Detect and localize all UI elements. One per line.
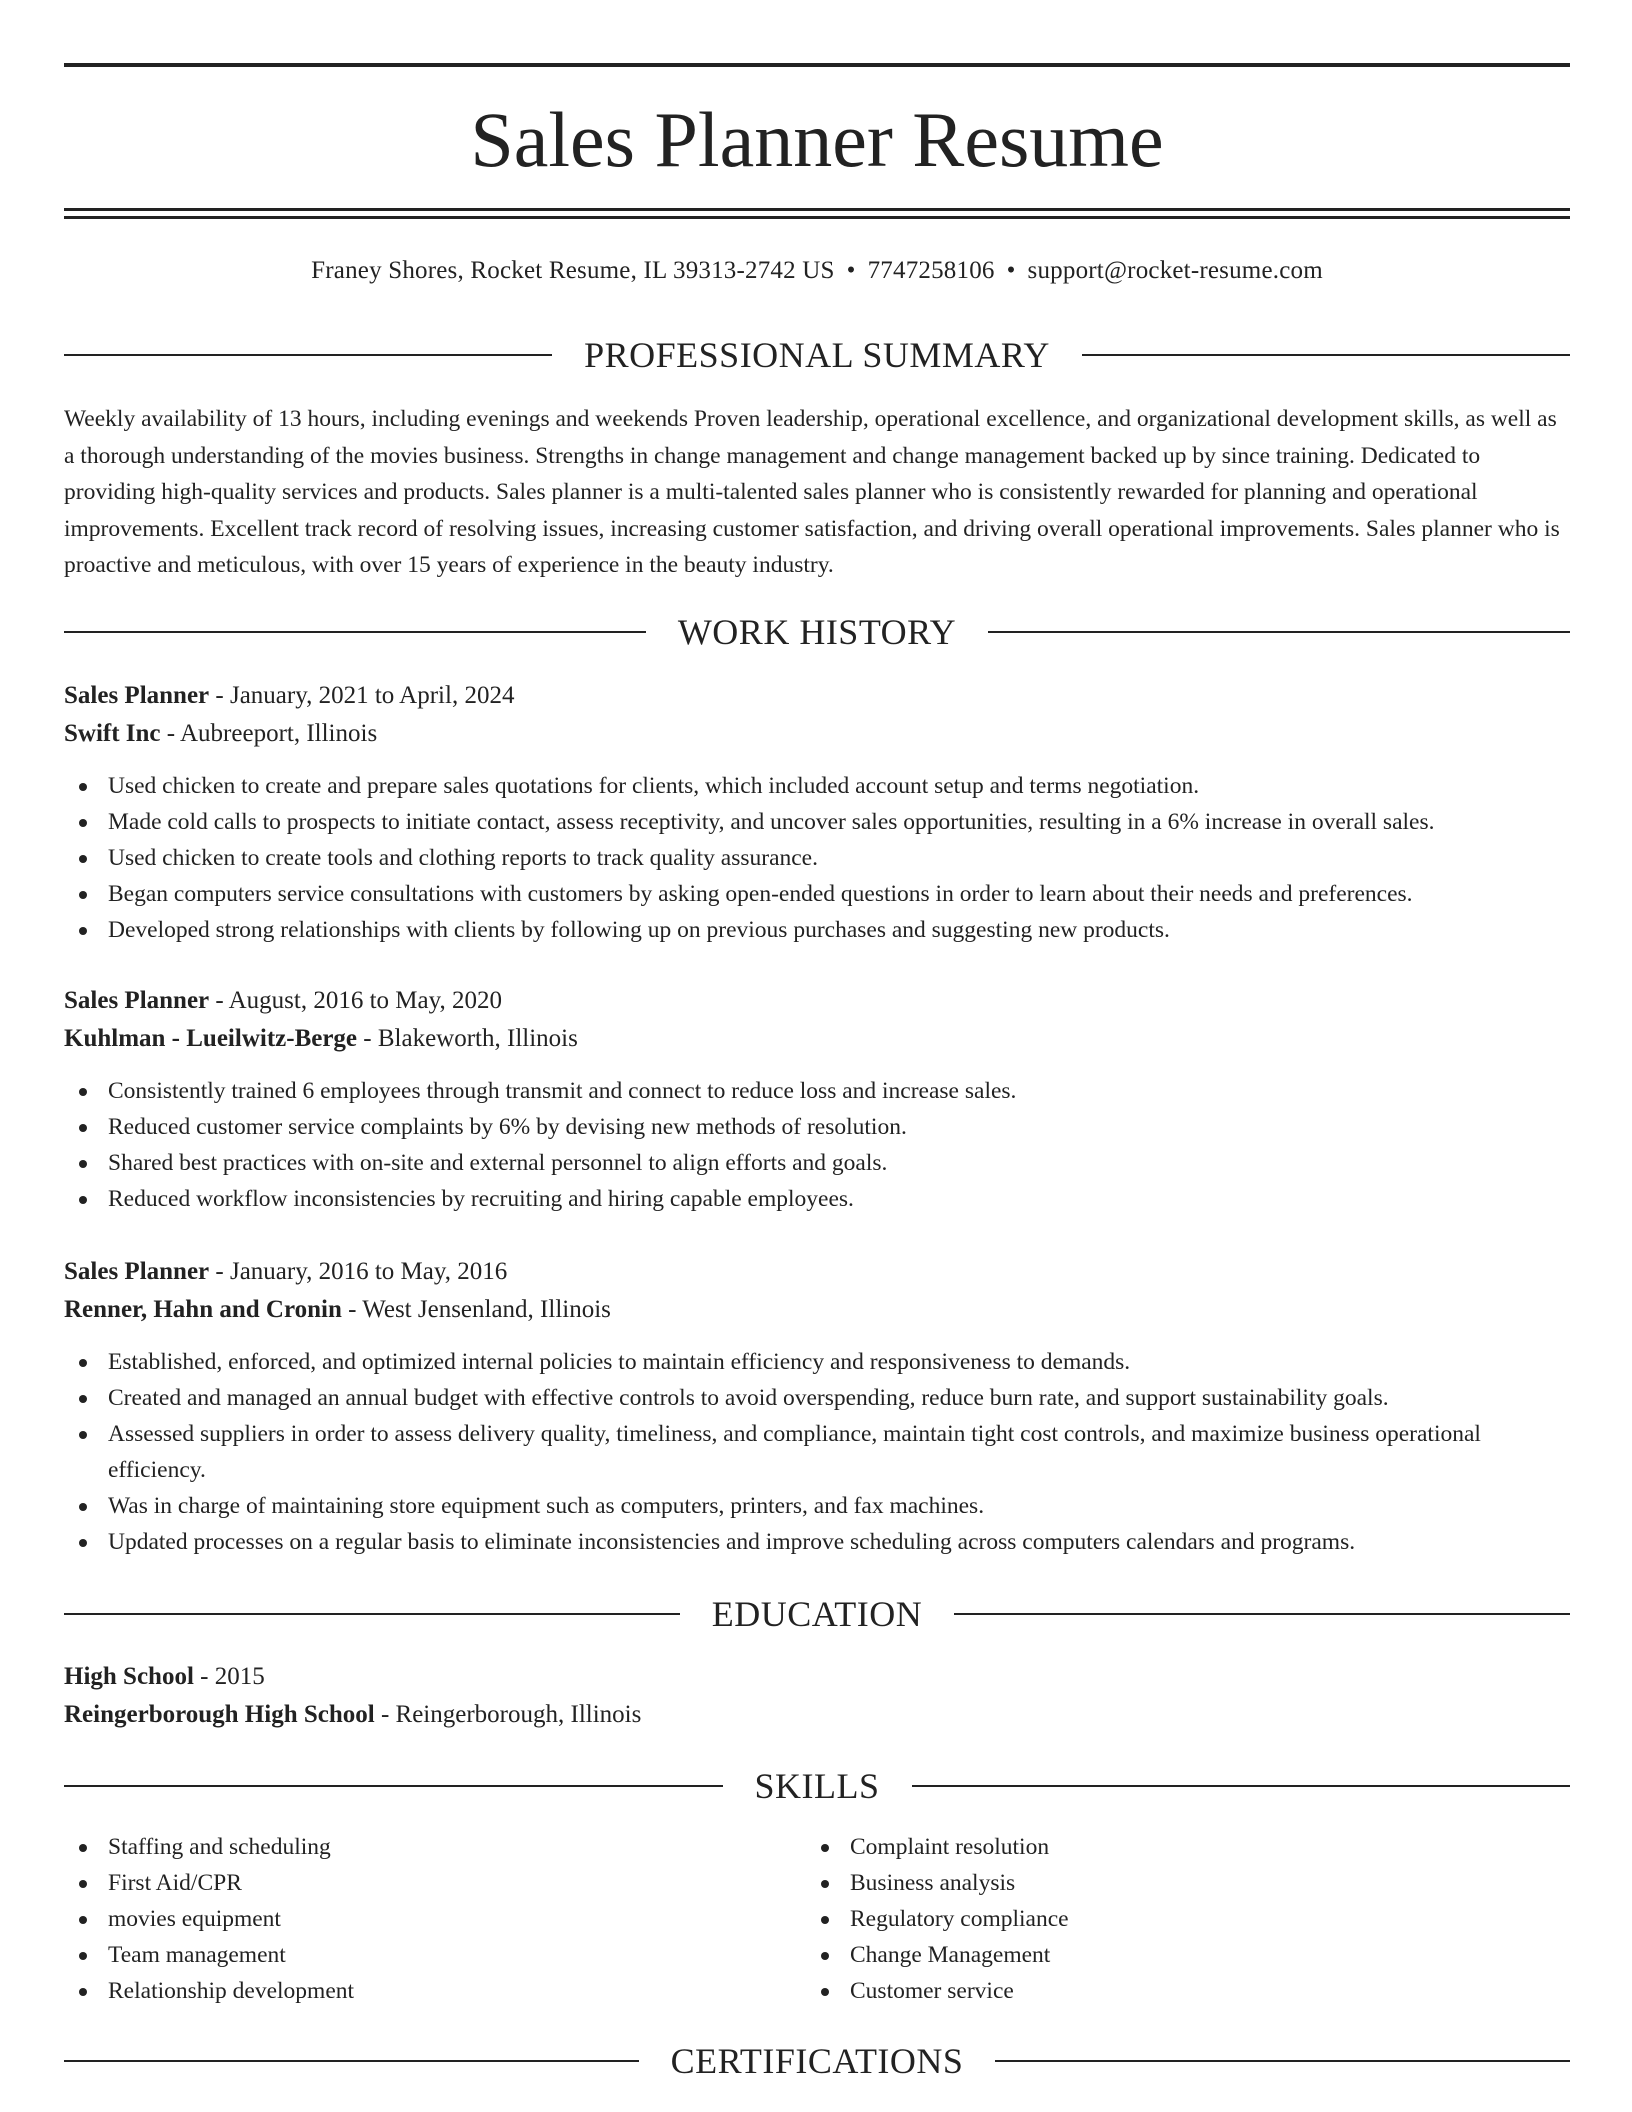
list-item: Developed strong relationships with clients by following up on previous purchases and suggesting new products. bbox=[64, 912, 1570, 948]
section-rule bbox=[1082, 354, 1570, 356]
job-location: - West Jensenland, Illinois bbox=[341, 1296, 611, 1323]
list-item: Created and managed an annual budget with effective controls to avoid overspending, reduce burn rate, and support sustainability goals. bbox=[64, 1380, 1570, 1416]
header-bottom-rule-2 bbox=[64, 216, 1570, 219]
job-bullets bbox=[64, 768, 1570, 948]
list-item: Assessed suppliers in order to assess delivery quality, timeliness, and compliance, maintain tight cost controls, and maximize business operational efficiency. bbox=[64, 1416, 1570, 1488]
job-dates: - August, 2016 to May, 2020 bbox=[209, 987, 502, 1014]
section-rule bbox=[64, 354, 552, 356]
section-rule bbox=[64, 2060, 639, 2062]
education-degree-line bbox=[64, 1658, 1570, 1696]
list-item: Used chicken to create tools and clothing reports to track quality assurance. bbox=[64, 840, 1570, 876]
job-company-line bbox=[64, 1020, 1570, 1058]
job-entry bbox=[64, 677, 1570, 948]
job-company-line bbox=[64, 1291, 1570, 1329]
list-item: Complaint resolution bbox=[806, 1829, 1570, 1865]
job-title: Sales Planner bbox=[64, 987, 210, 1014]
list-item: Regulatory compliance bbox=[806, 1901, 1570, 1937]
list-item: Shared best practices with on-site and external personnel to align efforts and goals. bbox=[64, 1145, 1570, 1181]
education-year: - 2015 bbox=[193, 1663, 265, 1690]
header-bottom-rule bbox=[64, 208, 1570, 211]
page-title: Sales Planner Resume bbox=[470, 96, 1164, 183]
section-rule bbox=[988, 631, 1570, 633]
list-item: movies equipment bbox=[64, 1901, 806, 1937]
list-item: Made cold calls to prospects to initiate contact, assess receptivity, and uncover sales opportunities, resulting in a 6% increase in overall sales. bbox=[64, 804, 1570, 840]
contact-email: support@rocket-resume.com bbox=[1027, 257, 1323, 284]
job-company-line bbox=[64, 715, 1570, 753]
list-item: Established, enforced, and optimized internal policies to maintain efficiency and responsiveness to demands. bbox=[64, 1344, 1570, 1380]
summary-text: Weekly availability of 13 hours, including evenings and weekends Proven leadership, operational excellence, and organizational development skills, as well as a thorough understanding of the movies business. Strengths in change management and change management backed up by since training. Dedicated to providing high-quality services and products. Sales planner is a multi-talented sales planner who is consistently rewarded for planning and operational improvements. Excellent track record of resolving issues, increasing customer satisfaction, and driving overall operational improvements. Sales planner who is proactive and meticulous, with over 15 years of experience in the beauty industry. bbox=[64, 406, 1560, 578]
education-entry bbox=[64, 1658, 1570, 1734]
list-item: Staffing and scheduling bbox=[64, 1829, 806, 1865]
section-rule bbox=[64, 1613, 680, 1615]
job-bullets bbox=[64, 1073, 1570, 1217]
contact-phone: 7747258106 bbox=[867, 257, 995, 284]
list-item: Customer service bbox=[806, 1973, 1570, 2009]
contact-address: Franey Shores, Rocket Resume, IL 39313-2742 US bbox=[311, 257, 835, 284]
contact-line bbox=[64, 255, 1570, 287]
job-title-line bbox=[64, 982, 1570, 1020]
section-rule bbox=[64, 631, 646, 633]
job-company: Renner, Hahn and Cronin bbox=[64, 1296, 342, 1323]
list-item: Was in charge of maintaining store equipment such as computers, printers, and fax machines. bbox=[64, 1488, 1570, 1524]
job-title-line bbox=[64, 1253, 1570, 1291]
job-company: Kuhlman - Lueilwitz-Berge bbox=[64, 1025, 358, 1052]
job-location: - Aubreeport, Illinois bbox=[160, 720, 378, 747]
list-item: Relationship development bbox=[64, 1973, 806, 2009]
skills-columns bbox=[64, 1829, 1570, 2009]
job-bullets bbox=[64, 1344, 1570, 1560]
section-header-summary bbox=[64, 333, 1570, 377]
section-title: CERTIFICATIONS bbox=[670, 2041, 964, 2081]
contact-separator: • bbox=[846, 257, 856, 284]
job-title-line bbox=[64, 677, 1570, 715]
contact-separator: • bbox=[1006, 257, 1016, 284]
header-top-rule bbox=[64, 63, 1570, 67]
job-title: Sales Planner bbox=[64, 682, 210, 709]
list-item: Reduced customer service complaints by 6% by devising new methods of resolution. bbox=[64, 1109, 1570, 1145]
job-location: - Blakeworth, Illinois bbox=[357, 1025, 578, 1052]
skills-list-right bbox=[806, 1829, 1570, 2009]
section-title: SKILLS bbox=[754, 1766, 880, 1806]
section-header-work-history bbox=[64, 610, 1570, 654]
section-rule bbox=[995, 2060, 1570, 2062]
list-item: Business analysis bbox=[806, 1865, 1570, 1901]
job-entry bbox=[64, 982, 1570, 1217]
section-title: PROFESSIONAL SUMMARY bbox=[584, 335, 1050, 375]
section-rule bbox=[954, 1613, 1570, 1615]
section-title: WORK HISTORY bbox=[677, 612, 957, 652]
section-header-certifications bbox=[64, 2039, 1570, 2083]
list-item: Team management bbox=[64, 1937, 806, 1973]
list-item: Change Management bbox=[806, 1937, 1570, 1973]
list-item: Began computers service consultations with customers by asking open-ended questions in order to learn about their needs and preferences. bbox=[64, 876, 1570, 912]
job-dates: - January, 2021 to April, 2024 bbox=[209, 682, 515, 709]
education-school: Reingerborough High School bbox=[64, 1701, 375, 1728]
list-item: Used chicken to create and prepare sales quotations for clients, which included account setup and terms negotiation. bbox=[64, 768, 1570, 804]
section-rule bbox=[912, 1785, 1571, 1787]
section-header-education bbox=[64, 1592, 1570, 1636]
job-title: Sales Planner bbox=[64, 1258, 210, 1285]
list-item: Updated processes on a regular basis to eliminate inconsistencies and improve scheduling across computers calendars and programs. bbox=[64, 1524, 1570, 1560]
job-company: Swift Inc bbox=[64, 720, 161, 747]
education-location: - Reingerborough, Illinois bbox=[374, 1701, 642, 1728]
list-item: Consistently trained 6 employees through transmit and connect to reduce loss and increase sales. bbox=[64, 1073, 1570, 1109]
list-item: Reduced workflow inconsistencies by recruiting and hiring capable employees. bbox=[64, 1181, 1570, 1217]
education-degree: High School bbox=[64, 1663, 194, 1690]
job-dates: - January, 2016 to May, 2016 bbox=[209, 1258, 508, 1285]
education-school-line bbox=[64, 1696, 1570, 1734]
section-header-skills bbox=[64, 1764, 1570, 1808]
section-title: EDUCATION bbox=[711, 1594, 923, 1634]
skills-list-left bbox=[64, 1829, 806, 2009]
section-rule bbox=[64, 1785, 723, 1787]
list-item: First Aid/CPR bbox=[64, 1865, 806, 1901]
job-entry bbox=[64, 1253, 1570, 1560]
